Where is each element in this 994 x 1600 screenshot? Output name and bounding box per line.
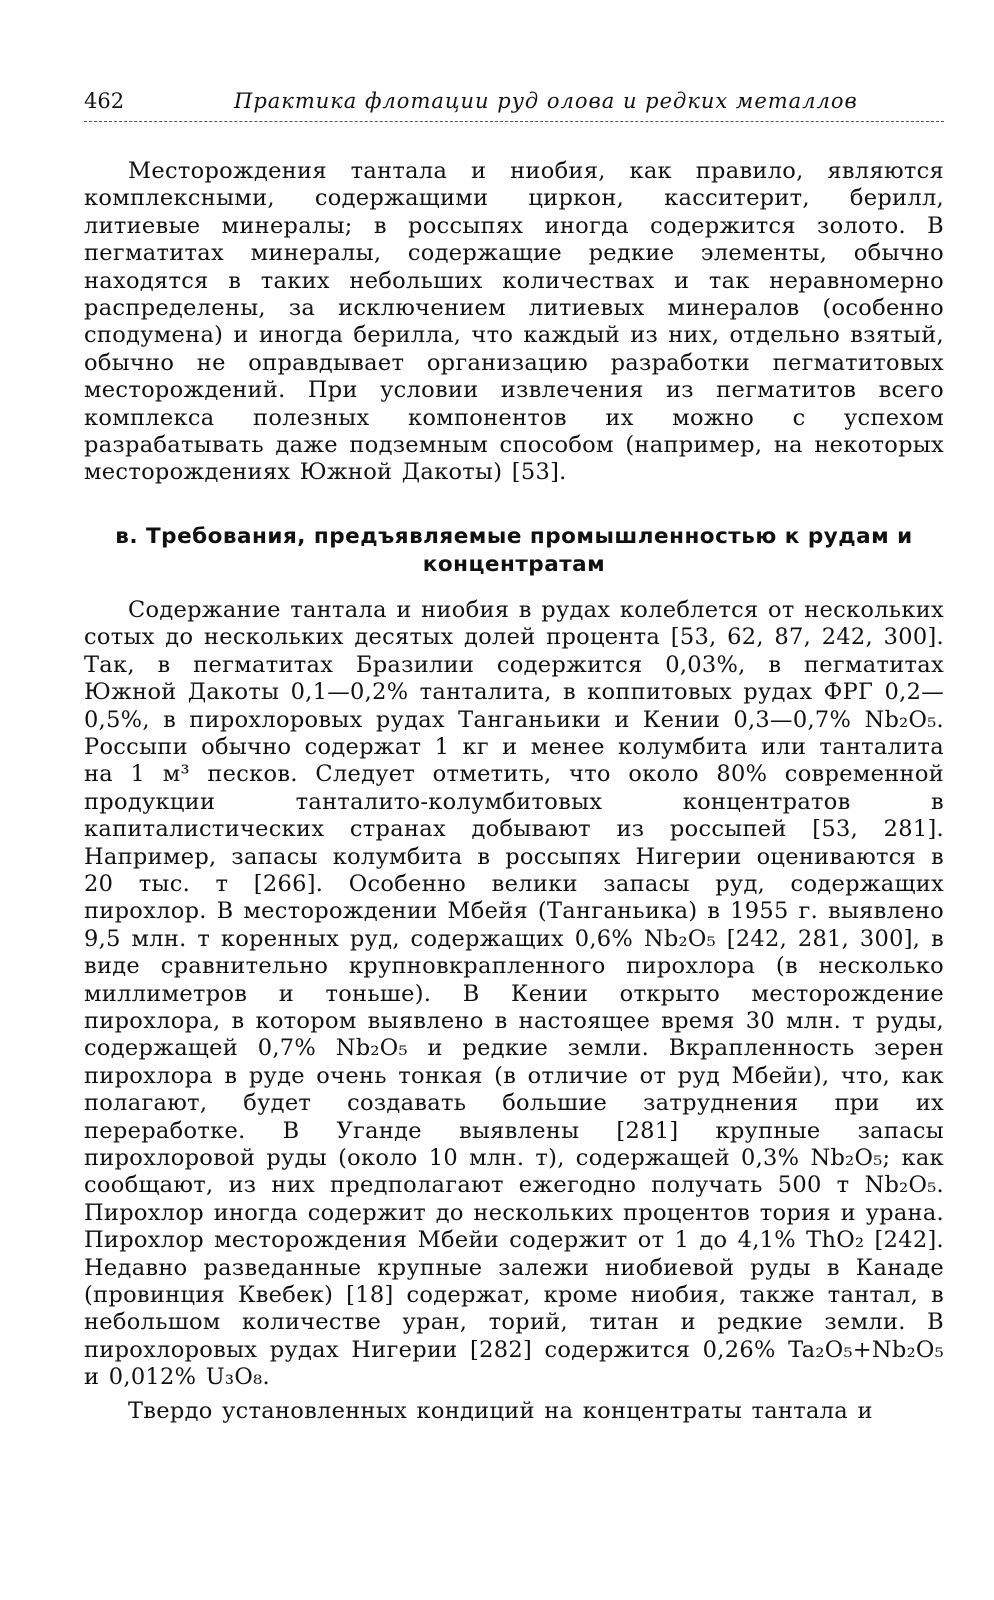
running-head — [84, 85, 944, 122]
paragraph-deposits: Месторождения тантала и ниобия, как правило, являются комплексными, содержащими циркон, касситерит, берилл, литиевые минералы; в россыпях иногда содержится золото. В пегматитах минералы, содержащие редкие элементы, обычно находятся в таких небольших количествах и так неравномерно распределены, за исключением литиевых минералов (особенно сподумена) и иногда берилла, что каждый из них, отдельно взятый, обычно не оправдывает организацию разработки пегматитовых месторождений. При условии извлечения из пегматитов всего комплекса полезных компонентов их можно с успехом разрабатывать даже подземным способом (например, на некоторых месторождениях Южной Дакоты) [53]. — [84, 158, 944, 486]
page-number: 462 — [84, 89, 125, 113]
running-title: Практика флотации руд олова и редких металлов — [234, 89, 858, 113]
paragraph-ore-content: Содержание тантала и ниобия в рудах колеблется от нескольких сотых до нескольких десятых долей процента [53, 62, 87, 242, 300]. Так, в пегматитах Бразилии содержится 0,03%, в пегматитах Южной Дакоты 0,1—0,2% танталита, в коппитовых рудах ФРГ 0,2—0,5%, в пирохлоровых рудах Танганьики и Кении 0,3—0,7% Nb₂O₅. Россыпи обычно содержат 1 кг и менее колумбита или танталита на 1 м³ песков. Следует отметить, что около 80% современной продукции танталито-колумбитовых концентратов в капиталистических странах добывают из россыпей [53, 281]. Например, запасы колумбита в россыпях Нигерии оцениваются в 20 тыс. т [266]. Особенно велики запасы руд, содержащих пирохлор. В месторождении Мбейя (Танганьика) в 1955 г. выявлено 9,5 млн. т коренных руд, содержащих 0,6% Nb₂O₅ [242, 281, 300], в виде сравнительно крупновкрапленного пирохлора (в несколько миллиметров и тоньше). В Кении открыто месторождение пирохлора, в котором выявлено в настоящее время 30 млн. т руды, содержащей 0,7% Nb₂O₅ и редкие земли. Вкрапленность зерен пирохлора в руде очень тонкая (в отличие от руд Мбейи), что, как полагают, будет создавать большие затруднения при их переработке. В Уганде выявлены [281] крупные запасы пирохлоровой руды (около 10 млн. т), содержащей 0,3% Nb₂O₅; как сообщают, из них предполагают ежегодно получать 500 т Nb₂O₅. Пирохлор иногда содержит до нескольких процентов тория и урана. Пирохлор месторождения Мбейи содержит от 1 до 4,1% ThO₂ [242]. Недавно разведанные крупные залежи ниобиевой руды в Канаде (провинция Квебек) [18] содержат, кроме ниобия, также тантал, в небольшом количестве уран, торий, титан и редкие земли. В пирохлоровых рудах Нигерии [282] содержится 0,26% Ta₂O₅+Nb₂O₅ и 0,012% U₃O₈. — [84, 596, 944, 1391]
section-heading: в. Требования, предъявляемые промышленностью к рудам и концентратам — [115, 523, 913, 577]
paragraph-concentrate-conditions: Твердо установленных кондиций на концентраты тантала и — [128, 1397, 873, 1424]
document-page — [84, 85, 944, 1425]
